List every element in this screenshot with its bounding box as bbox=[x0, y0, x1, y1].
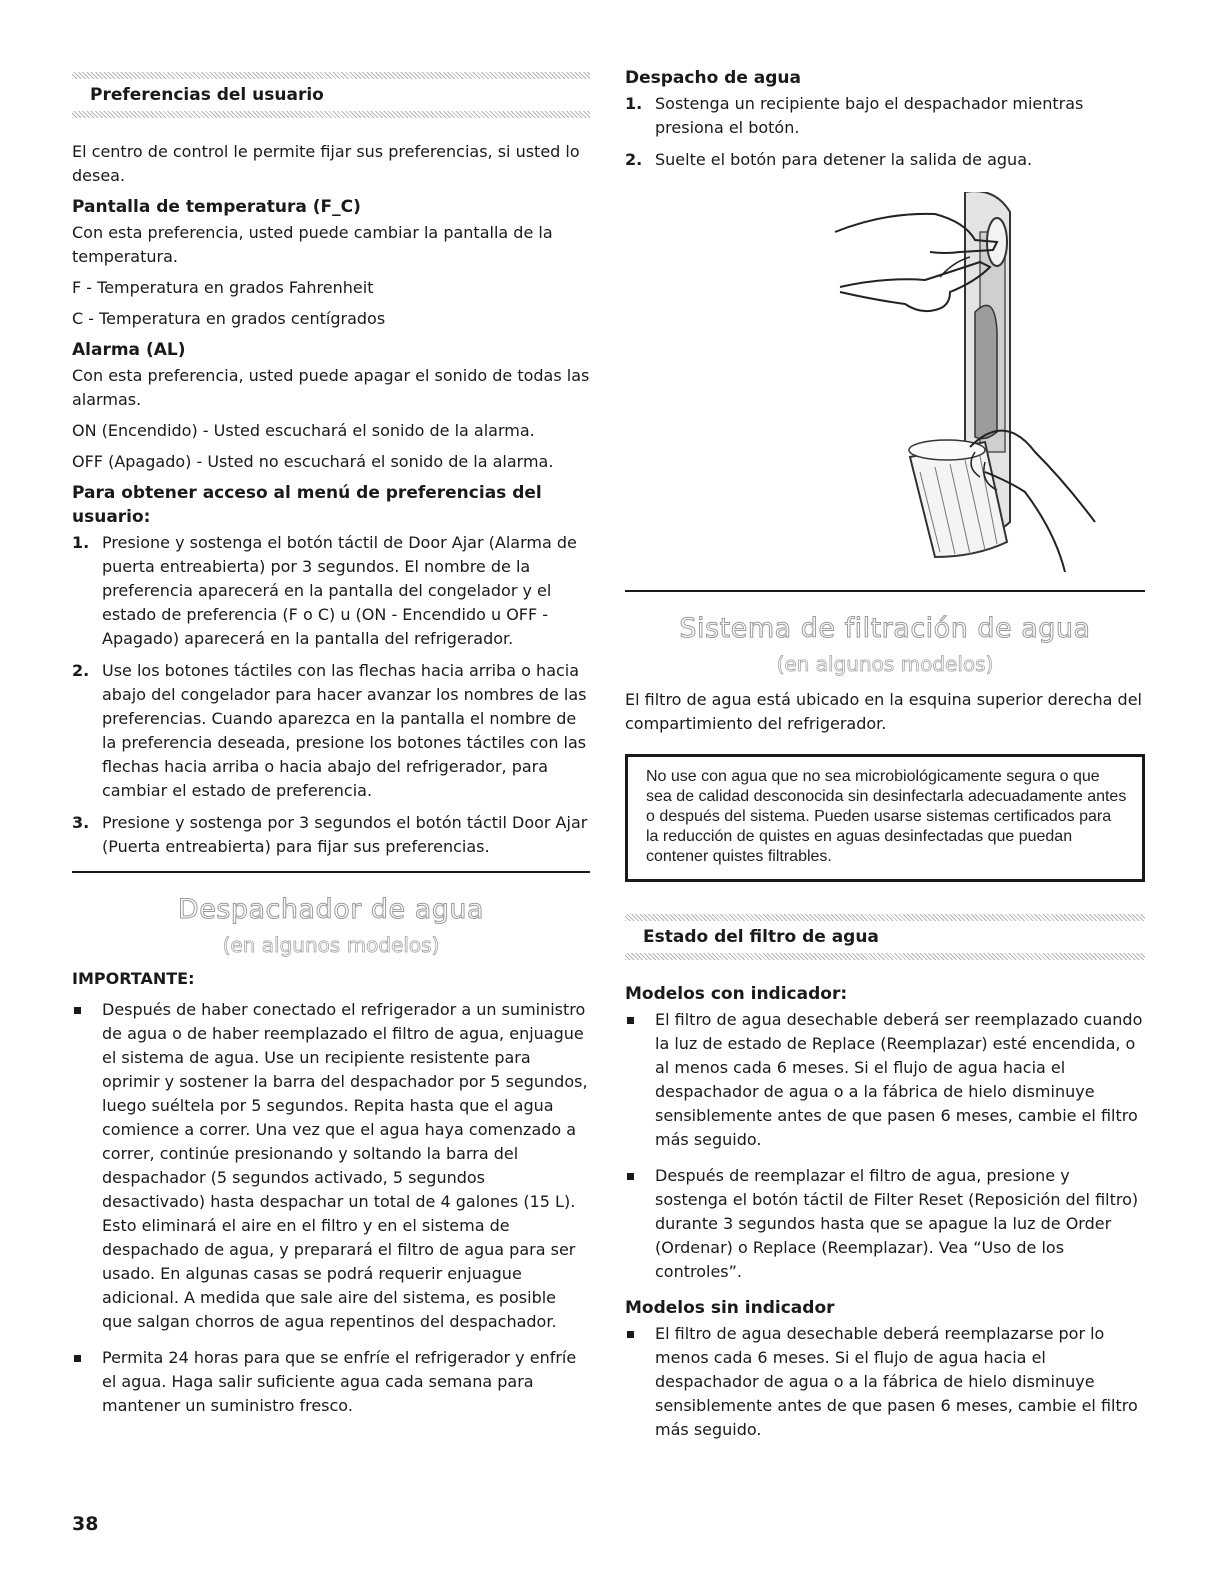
section-heading: Estado del filtro de agua bbox=[643, 927, 879, 947]
hatch-divider bbox=[72, 72, 590, 79]
list-item bbox=[72, 1346, 590, 1418]
step-text: Use los botones táctiles con las flechas hacia arriba o hacia abajo del congelador para hacer avanzar los nombres de las preferencias. Cuando aparezca en la pantalla el nombre de la preferencia deseada, presione los botones táctiles con las flechas hacia arriba o hacia abajo del refrigerador, para cambiar el estado de preferencia. bbox=[102, 661, 587, 800]
step-text: Presione y sostenga el botón táctil de Door Ajar (Alarma de puerta entreabierta) por 3 segundos. El nombre de la preferencia aparecerá en la pantalla del congelador y el estado de preferencia (F o C) u (ON - Encendido u OFF - Apagado) aparecerá en la pantalla del refrigerador. bbox=[102, 533, 577, 648]
list-item bbox=[72, 811, 590, 859]
item-text: Permita 24 horas para que se enfríe el refrigerador y enfríe el agua. Haga salir suficiente agua cada semana para mantener un suministro fresco. bbox=[102, 1348, 577, 1415]
list-item bbox=[625, 1008, 1145, 1152]
step-number: 2. bbox=[625, 150, 643, 169]
important-list bbox=[72, 998, 590, 1418]
list-item bbox=[625, 1322, 1145, 1442]
item-text: El filtro de agua desechable deberá reemplazarse por lo menos cada 6 meses. Si el flujo de agua hacia el despachador de agua o a la fábrica de hielo disminuye sensiblemente antes de que pasen 6 meses, cambie el filtro más seguido. bbox=[655, 1324, 1138, 1439]
item-text: Después de reemplazar el filtro de agua, presione y sostenga el botón táctil de Filter Reset (Reposición del filtro) durante 3 segundos hasta que se apague la luz de Order (Ordenar) o Replace (Reemplazar). Vea “Uso de los controles”. bbox=[655, 1166, 1139, 1281]
bullet-icon bbox=[74, 1355, 81, 1362]
paragraph: Con esta preferencia, usted puede cambiar la pantalla de la temperatura. bbox=[72, 223, 553, 266]
dispenser-illustration bbox=[735, 192, 1135, 572]
subheading: Modelos sin indicador bbox=[625, 1298, 835, 1318]
important-label: IMPORTANTE: bbox=[72, 969, 195, 988]
warning-box: No use con agua que no sea microbiológicamente segura o que sea de calidad desconocida sin desinfectarla adecuadamente antes o después del sistema. Pueden usarse sistemas certificados para la reducción de quistes en aguas desinfectadas que puedan contener quistes filtrables. bbox=[625, 754, 1145, 882]
list-item bbox=[625, 1164, 1145, 1284]
section-heading: Preferencias del usuario bbox=[90, 85, 324, 105]
filter-status-section-header bbox=[625, 904, 1145, 972]
item-text: Después de haber conectado el refrigerador a un suministro de agua o de haber reemplazado el filtro de agua, enjuague el sistema de agua. Use un recipiente resistente para oprimir y sostener la barra del despachador por 5 segundos, luego suéltela por 5 segundos. Repita hasta que el agua comience a correr. Una vez que el agua haya comenzado a correr, continúe presionando y soltando la barra del despachador (5 segundos activado, 5 segundos desactivado) hasta despachar un total de 4 galones (15 L). Esto eliminará el aire en el filtro y en el sistema de despachado de agua, y preparará el filtro de agua para ser usado. En algunas casas se podrá requerir enjuague adicional. A medida que sale aire del sistema, es posible que salgan chorros de agua repentinos del despachador. bbox=[102, 1000, 588, 1331]
list-item bbox=[72, 659, 590, 803]
user-preferences-section-header bbox=[72, 62, 590, 130]
list-item bbox=[625, 148, 1145, 172]
step-number: 1. bbox=[72, 533, 90, 552]
right-column bbox=[625, 66, 1145, 1454]
subheading: Despacho de agua bbox=[625, 68, 802, 88]
paragraph: El filtro de agua está ubicado en la esquina superior derecha del compartimiento del refrigerador. bbox=[625, 690, 1142, 733]
section-rule bbox=[72, 871, 590, 873]
bullet-icon bbox=[74, 1007, 81, 1014]
with-indicator-list bbox=[625, 1008, 1145, 1284]
bullet-icon bbox=[627, 1017, 634, 1024]
paragraph: Con esta preferencia, usted puede apagar el sonido de todas las alarmas. bbox=[72, 366, 590, 409]
without-indicator-list bbox=[625, 1322, 1145, 1442]
section-subtitle: (en algunos modelos) bbox=[222, 933, 440, 957]
list-item bbox=[72, 531, 590, 651]
section-subtitle: (en algunos modelos) bbox=[776, 652, 994, 676]
access-steps-list bbox=[72, 531, 590, 859]
dispense-steps-list bbox=[625, 92, 1145, 172]
paragraph: ON (Encendido) - Usted escuchará el sonido de la alarma. bbox=[72, 421, 535, 440]
subheading: Pantalla de temperatura (F_C) bbox=[72, 197, 361, 217]
section-rule bbox=[625, 590, 1145, 592]
item-text: El filtro de agua desechable deberá ser reemplazado cuando la luz de estado de Replace (Reemplazar) esté encendida, o al menos cada 6 meses. Si el flujo de agua hacia el despachador de agua o a la fábrica de hielo disminuye sensiblemente antes de que pasen 6 meses, cambie el filtro más seguido. bbox=[655, 1010, 1143, 1149]
paragraph: C - Temperatura en grados centígrados bbox=[72, 309, 386, 328]
hatch-divider bbox=[72, 111, 590, 118]
step-text: Presione y sostenga por 3 segundos el botón táctil Door Ajar (Puerta entreabierta) para fijar sus preferencias. bbox=[102, 813, 588, 856]
hatch-divider bbox=[625, 953, 1145, 960]
paragraph: OFF (Apagado) - Usted no escuchará el sonido de la alarma. bbox=[72, 452, 554, 471]
step-number: 3. bbox=[72, 813, 90, 832]
section-title: Sistema de filtración de agua bbox=[679, 613, 1091, 644]
subheading: Para obtener acceso al menú de preferencias del usuario: bbox=[72, 483, 542, 527]
bullet-icon bbox=[627, 1331, 634, 1338]
step-number: 1. bbox=[625, 94, 643, 113]
paragraph: F - Temperatura en grados Fahrenheit bbox=[72, 278, 374, 297]
left-column bbox=[72, 62, 590, 1430]
page-number: 38 bbox=[72, 1513, 99, 1535]
bullet-icon bbox=[627, 1173, 634, 1180]
section-title: Despachador de agua bbox=[177, 894, 485, 925]
list-item bbox=[625, 92, 1145, 140]
subheading: Modelos con indicador: bbox=[625, 984, 848, 1004]
paragraph: El centro de control le permite fijar sus preferencias, si usted lo desea. bbox=[72, 142, 580, 185]
step-text: Suelte el botón para detener la salida de agua. bbox=[655, 150, 1033, 169]
subheading: Alarma (AL) bbox=[72, 340, 186, 360]
hatch-divider bbox=[625, 914, 1145, 921]
step-text: Sostenga un recipiente bajo el despachador mientras presiona el botón. bbox=[655, 94, 1084, 137]
list-item bbox=[72, 998, 590, 1334]
step-number: 2. bbox=[72, 661, 90, 680]
